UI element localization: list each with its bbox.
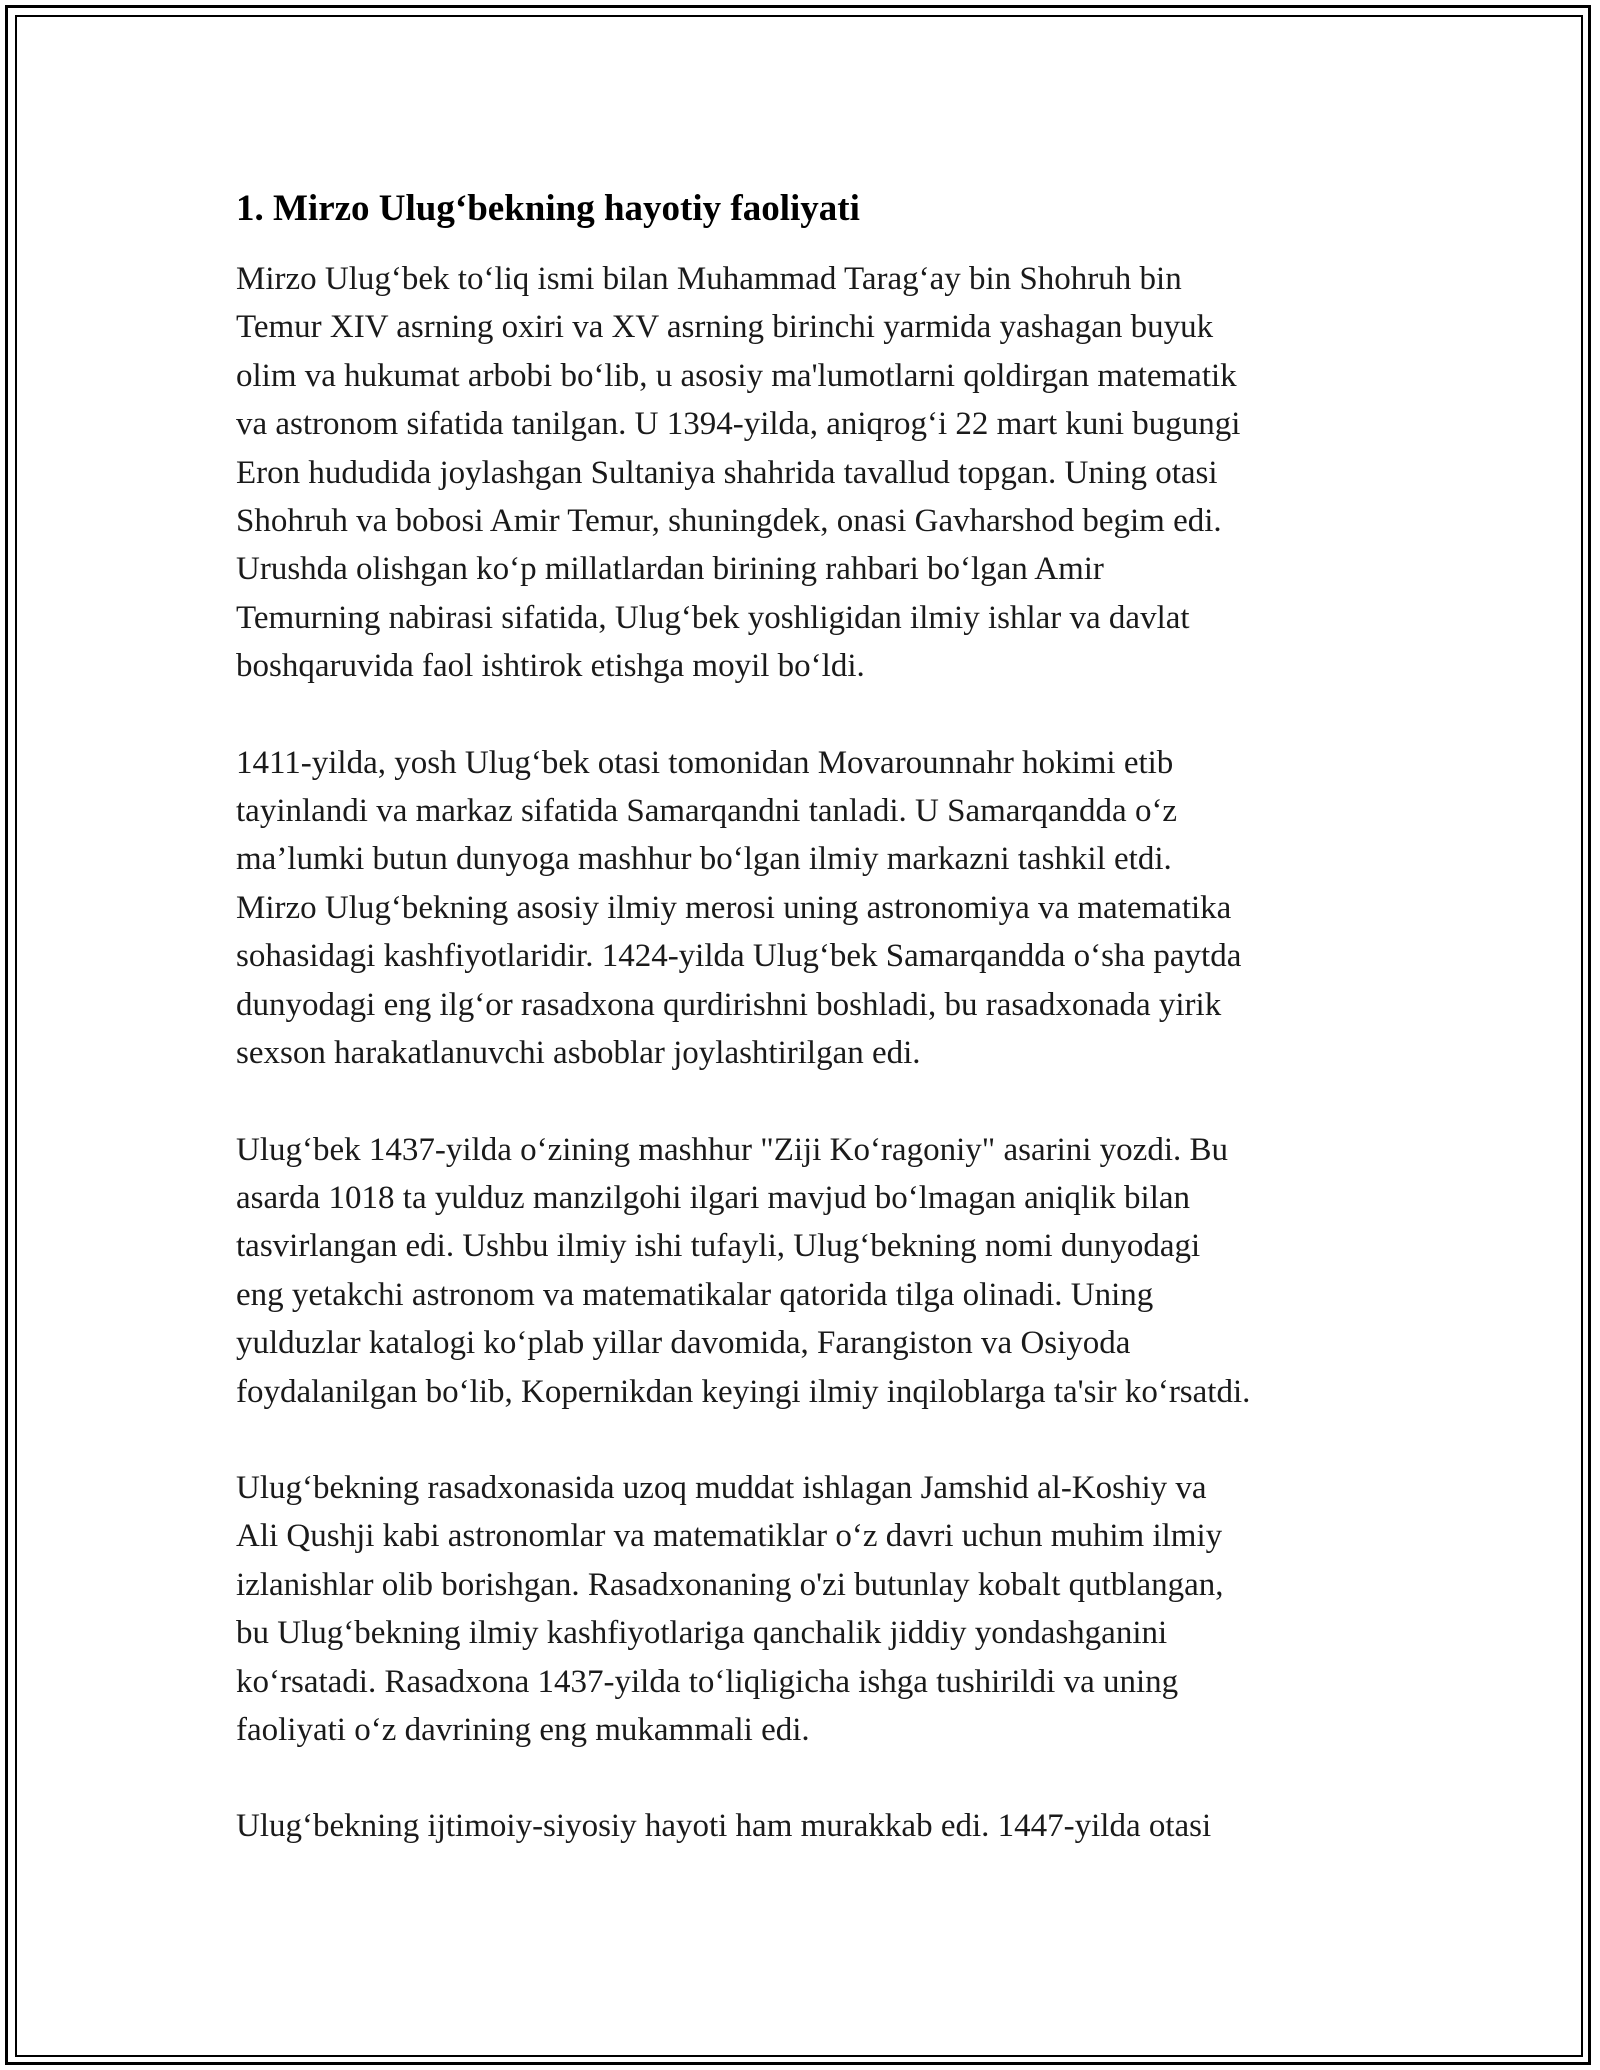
text-line: Mirzo Ulug‘bek to‘liq ismi bilan Muhammad Tarag‘ay bin Shohruh bin <box>236 261 1182 297</box>
text-line: sohasidagi kashfiyotlaridir. 1424-yilda Ulug‘bek Samarqandda o‘sha paytda <box>236 938 1242 975</box>
text-line: ko‘rsatadi. Rasadxona 1437-yilda to‘liqligicha ishga tushirildi va uning <box>236 1663 1179 1700</box>
text-line: faoliyati o‘z davrining eng mukammali edi. <box>236 1711 810 1748</box>
section-heading: 1. Mirzo Ulug‘bekning hayotiy faoliyati <box>236 188 860 229</box>
text-line: Temurning nabirasi sifatida, Ulug‘bek yoshligidan ilmiy ishlar va davlat <box>236 599 1190 636</box>
text-line: izlanishlar olib borishgan. Rasadxonaning o'zi butunlay kobalt qutblangan, <box>236 1566 1224 1603</box>
text-line: dunyodagi eng ilg‘or rasadxona qurdirishni boshladi, bu rasadxonada yirik <box>236 986 1222 1023</box>
text-line: eng yetakchi astronom va matematikalar qatorida tilga olinadi. Uning <box>236 1276 1154 1313</box>
text-line: yulduzlar katalogi ko‘plab yillar davomida, Farangiston va Osiyoda <box>236 1325 1131 1362</box>
text-line: 1411-yilda, yosh Ulug‘bek otasi tomonidan Movarounnahr hokimi etib <box>236 744 1174 781</box>
text-line: sexson harakatlanuvchi asboblar joylashtirilgan edi. <box>236 1035 921 1072</box>
paragraph-5 <box>236 1802 1366 1850</box>
text-line: foydalanilgan bo‘lib, Kopernikdan keyingi ilmiy inqiloblarga ta'sir ko‘rsatdi. <box>236 1373 1251 1410</box>
text-line: bu Ulug‘bekning ilmiy kashfiyotlariga qanchalik jiddiy yondashganini <box>236 1615 1168 1652</box>
text-line: Urushda olishgan ko‘p millatlardan birining rahbari bo‘lgan Amir <box>236 551 1104 588</box>
paragraph-1 <box>236 255 1366 691</box>
text-line: Shohruh va bobosi Amir Temur, shuningdek, onasi Gavharshod begim edi. <box>236 503 1222 540</box>
paragraph-4 <box>236 1464 1366 1754</box>
text-line: Temur XIV asrning oxiri va XV asrning birinchi yarmida yashagan buyuk <box>236 309 1214 346</box>
text-line: Ulug‘bekning rasadxonasida uzoq muddat ishlagan Jamshid al-Koshiy va <box>236 1469 1207 1506</box>
paragraph-2 <box>236 739 1366 1078</box>
text-line: boshqaruvida faol ishtirok etishga moyil bo‘ldi. <box>236 648 865 685</box>
text-line: Ali Qushji kabi astronomlar va matematiklar o‘z davri uchun muhim ilmiy <box>236 1518 1223 1555</box>
text-line: va astronom sifatida tanilgan. U 1394-yilda, aniqrog‘i 22 mart kuni bugungi <box>236 406 1241 443</box>
text-line: Mirzo Ulug‘bekning asosiy ilmiy merosi uning astronomiya va matematika <box>236 889 1232 926</box>
text-line: Ulug‘bek 1437-yilda o‘zining mashhur "Ziji Ko‘ragoniy" asarini yozdi. Bu <box>236 1131 1228 1168</box>
text-line: Eron hududida joylashgan Sultaniya shahrida tavallud topgan. Uning otasi <box>236 454 1218 491</box>
text-line: asarda 1018 ta yulduz manzilgohi ilgari mavjud bo‘lmagan aniqlik bilan <box>236 1179 1191 1216</box>
text-line: ma’lumki butun dunyoga mashhur bo‘lgan ilmiy markazni tashkil etdi. <box>236 841 1172 878</box>
paragraph-3 <box>236 1126 1366 1416</box>
document-body <box>236 185 1366 1899</box>
text-line: tayinlandi va markaz sifatida Samarqandni tanladi. U Samarqandda o‘z <box>236 793 1178 830</box>
text-line: Ulug‘bekning ijtimoiy-siyosiy hayoti ham murakkab edi. 1447-yilda otasi <box>236 1808 1212 1845</box>
text-line: tasvirlangan edi. Ushbu ilmiy ishi tufayli, Ulug‘bekning nomi dunyodagi <box>236 1228 1201 1265</box>
text-line: olim va hukumat arbobi bo‘lib, u asosiy ma'lumotlarni qoldirgan matematik <box>236 357 1237 394</box>
